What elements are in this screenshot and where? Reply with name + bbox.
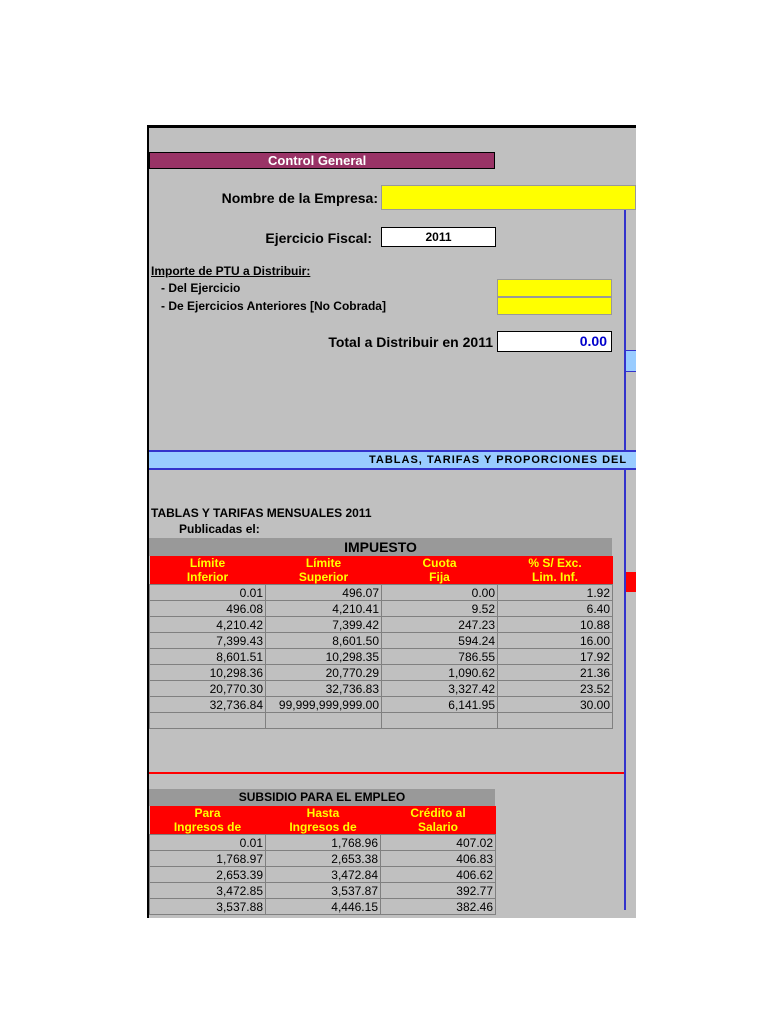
subsidio-table [149, 806, 496, 915]
header-limite-superior: Límite [266, 556, 382, 570]
table-cell[interactable]: 3,472.85 [150, 883, 266, 899]
table-cell[interactable] [498, 713, 613, 729]
table-cell[interactable]: 16.00 [498, 633, 613, 649]
table-row [150, 713, 613, 729]
anteriores-label: - De Ejercicios Anteriores [No Cobrada] [161, 299, 386, 313]
blue-marker [626, 350, 636, 372]
table-cell[interactable]: 4,210.42 [150, 617, 266, 633]
table-cell[interactable]: 21.36 [498, 665, 613, 681]
table-cell[interactable] [150, 713, 266, 729]
table-cell[interactable]: 30.00 [498, 697, 613, 713]
header-porcentaje-2: Lim. Inf. [498, 570, 613, 585]
header-para-2: Ingresos de [150, 820, 266, 835]
table-row [150, 681, 613, 697]
del-ejercicio-label: - Del Ejercicio [161, 281, 241, 295]
red-marker [626, 572, 636, 592]
table-cell[interactable]: 0.00 [382, 585, 498, 601]
table-cell[interactable]: 7,399.42 [266, 617, 382, 633]
subsidio-title: SUBSIDIO PARA EL EMPLEO [149, 789, 495, 806]
table-cell[interactable]: 3,537.87 [266, 883, 381, 899]
del-ejercicio-input[interactable] [497, 279, 612, 297]
table-cell[interactable]: 6.40 [498, 601, 613, 617]
divider-line [624, 210, 626, 910]
table-cell[interactable]: 8,601.50 [266, 633, 382, 649]
table-cell[interactable]: 4,210.41 [266, 601, 382, 617]
anteriores-input[interactable] [497, 297, 612, 315]
table-row [150, 633, 613, 649]
table-cell[interactable]: 392.77 [381, 883, 496, 899]
table-cell[interactable]: 496.07 [266, 585, 382, 601]
total-label: Total a Distribuir en 2011 [328, 334, 493, 350]
table-cell[interactable]: 786.55 [382, 649, 498, 665]
header-hasta: Hasta [266, 806, 381, 820]
header-hasta-2: Ingresos de [266, 820, 381, 835]
table-cell[interactable]: 6,141.95 [382, 697, 498, 713]
table-cell[interactable]: 9.52 [382, 601, 498, 617]
control-general-header: Control General [149, 152, 495, 169]
header-limite-superior-2: Superior [266, 570, 382, 585]
table-row [150, 867, 496, 883]
table-cell[interactable]: 1.92 [498, 585, 613, 601]
header-para: Para [150, 806, 266, 820]
table-cell[interactable]: 8,601.51 [150, 649, 266, 665]
table-cell[interactable]: 23.52 [498, 681, 613, 697]
table-cell[interactable]: 10.88 [498, 617, 613, 633]
table-cell[interactable]: 406.83 [381, 851, 496, 867]
table-cell[interactable]: 99,999,999,999.00 [266, 697, 382, 713]
table-cell[interactable]: 7,399.43 [150, 633, 266, 649]
table-row [150, 585, 613, 601]
table-cell[interactable]: 0.01 [150, 585, 266, 601]
header-cuota-2: Fija [382, 570, 498, 585]
header-credito: Crédito al [381, 806, 496, 820]
table-cell[interactable]: 10,298.35 [266, 649, 382, 665]
nombre-label: Nombre de la Empresa: [221, 190, 378, 206]
table-cell[interactable]: 0.01 [150, 835, 266, 851]
impuesto-title: IMPUESTO [149, 538, 612, 556]
table-cell[interactable]: 3,537.88 [150, 899, 266, 915]
table-row [150, 851, 496, 867]
table-row [150, 697, 613, 713]
spreadsheet [147, 125, 636, 918]
header-porcentaje: % S/ Exc. [498, 556, 613, 570]
tablas-bar: TABLAS, TARIFAS Y PROPORCIONES DEL [149, 450, 636, 470]
ejercicio-label: Ejercicio Fiscal: [265, 230, 372, 246]
table-cell[interactable]: 3,327.42 [382, 681, 498, 697]
table-row [150, 601, 613, 617]
table-cell[interactable]: 1,768.97 [150, 851, 266, 867]
header-cuota: Cuota [382, 556, 498, 570]
table-row [150, 649, 613, 665]
table-cell[interactable]: 1,090.62 [382, 665, 498, 681]
table-row [150, 617, 613, 633]
table-cell[interactable]: 32,736.84 [150, 697, 266, 713]
total-value: 0.00 [497, 331, 612, 352]
publicadas-label: Publicadas el: [179, 522, 260, 536]
table-row [150, 835, 496, 851]
table-cell[interactable]: 3,472.84 [266, 867, 381, 883]
table-cell[interactable]: 247.23 [382, 617, 498, 633]
table-cell[interactable]: 594.24 [382, 633, 498, 649]
table-cell[interactable]: 2,653.38 [266, 851, 381, 867]
table-cell[interactable]: 4,446.15 [266, 899, 381, 915]
ptu-title: Importe de PTU a Distribuir: [151, 264, 311, 278]
table-cell[interactable]: 406.62 [381, 867, 496, 883]
table-cell[interactable]: 17.92 [498, 649, 613, 665]
tablas-title: TABLAS Y TARIFAS MENSUALES 2011 [151, 506, 372, 520]
red-divider [149, 772, 624, 774]
header-credito-2: Salario [381, 820, 496, 835]
table-cell[interactable]: 20,770.29 [266, 665, 382, 681]
table-row [150, 883, 496, 899]
table-cell[interactable]: 10,298.36 [150, 665, 266, 681]
impuesto-table [149, 556, 613, 729]
nombre-input[interactable] [381, 185, 636, 210]
header-limite-inferior: Límite [150, 556, 266, 570]
header-limite-inferior-2: Inferior [150, 570, 266, 585]
table-cell[interactable]: 1,768.96 [266, 835, 381, 851]
table-cell[interactable] [266, 713, 382, 729]
table-cell[interactable]: 2,653.39 [150, 867, 266, 883]
table-cell[interactable] [382, 713, 498, 729]
table-cell[interactable]: 32,736.83 [266, 681, 382, 697]
table-cell[interactable]: 496.08 [150, 601, 266, 617]
table-cell[interactable]: 407.02 [381, 835, 496, 851]
table-cell[interactable]: 382.46 [381, 899, 496, 915]
table-cell[interactable]: 20,770.30 [150, 681, 266, 697]
ejercicio-input[interactable]: 2011 [381, 227, 496, 247]
table-row [150, 899, 496, 915]
table-row [150, 665, 613, 681]
